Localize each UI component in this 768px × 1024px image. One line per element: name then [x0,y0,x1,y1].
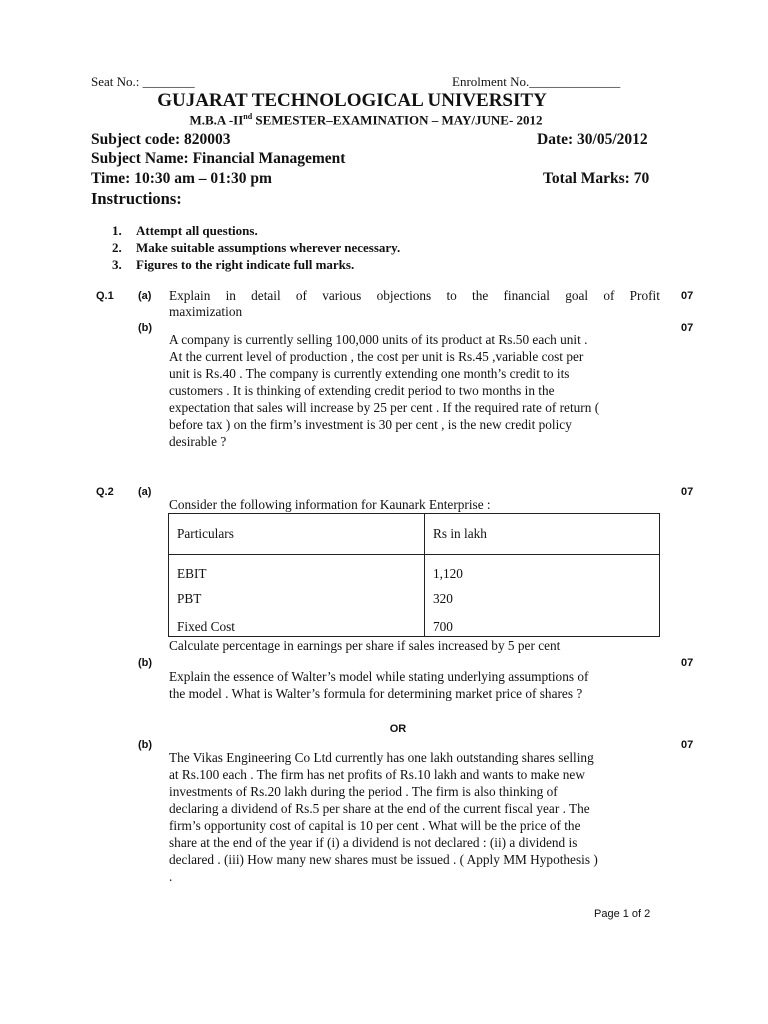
q2a-label: (a) [138,486,152,498]
table-cell: PBT [169,587,425,610]
instruction-text: Figures to the right indicate full marks. [136,257,355,272]
q1a-word: the [472,288,489,303]
table-cell: Fixed Cost [169,611,425,637]
q2b2-line: The Vikas Engineering Co Ltd currently has one lakh outstanding shares selling [169,750,594,765]
q2b-marks: 07 [681,657,694,669]
q1a-word: of [295,288,307,303]
q1a-word: detail [251,288,281,303]
instruction-number: 2. [112,240,122,255]
q1b-line: A company is currently selling 100,000 units of its product at Rs.50 each unit . [169,332,588,347]
q1b-line: expectation that sales will increase by 25 per cent . If the required rate of return ( [169,400,600,415]
q2b-line: Explain the essence of Walter’s model while stating underlying assumptions of [169,669,589,684]
q1a-word: of [603,288,615,303]
instruction-text: Attempt all questions. [136,223,258,238]
exam-title-pre: M.B.A -II [189,112,244,128]
q1a-word: goal [565,288,589,303]
q2b2-marks: 07 [681,739,694,751]
subject-code: Subject code: 820003 [91,131,231,148]
q2b2-label: (b) [138,739,153,751]
q2b2-text [169,749,669,885]
q2b2-line: declaring a dividend of Rs.5 per share at the end of the current fiscal year . The [169,801,590,816]
q1a-word: Explain [169,288,211,303]
exam-title-sup: nd [243,112,253,121]
q2b-line: the model . What is Walter’s formula for determining market price of shares ? [169,686,583,701]
q1a-marks: 07 [681,290,694,302]
table-header-cell: Rs in lakh [425,514,660,555]
q2b-label: (b) [138,657,153,669]
q2-label: Q.2 [96,486,114,498]
table-header-row [169,514,660,555]
table-cell: 1,120 [425,555,660,588]
q1a-text-line1 [169,287,660,304]
university-title: GUJARAT TECHNOLOGICAL UNIVERSITY [157,90,547,111]
exam-date: Date: 30/05/2012 [537,131,648,148]
q2a-question: Calculate percentage in earnings per share if sales increased by 5 per cent [169,638,561,653]
q1b-marks: 07 [681,322,694,334]
q2b2-line: firm’s opportunity cost of capital is 10 per cent . What will be the price of the [169,818,581,833]
q1-label: Q.1 [96,290,114,302]
q1b-line: customers . It is thinking of extending credit period to two months in the [169,383,555,398]
exam-time: Time: 10:30 am – 01:30 pm [91,170,272,187]
q1a-word: Profit [629,288,660,303]
table-header-cell: Particulars [169,514,425,555]
table-row [169,555,660,588]
table-cell: EBIT [169,555,425,588]
q2b2-line: share at the end of the year if (i) a dividend is not declared : (ii) a dividend is [169,835,578,850]
q2b2-line: . [169,869,173,884]
subject-name: Subject Name: Financial Management [91,150,346,167]
q1a-label: (a) [138,290,152,302]
q2a-intro: Consider the following information for Kaunark Enterprise : [169,497,491,512]
instruction-item [112,256,400,273]
seat-no: Seat No.: ________ [91,74,195,89]
q1b-label: (b) [138,322,153,334]
exam-title [0,112,750,128]
total-marks: Total Marks: 70 [543,170,650,187]
page-number: Page 1 of 2 [594,908,651,920]
instruction-number: 3. [112,257,122,272]
kaunark-table [168,513,660,637]
table-cell: 320 [425,587,660,610]
instruction-item [112,222,400,239]
q1b-line: At the current level of production , the cost per unit is Rs.45 ,variable cost per [169,349,584,364]
table-cell: 700 [425,611,660,637]
instruction-text: Make suitable assumptions wherever necessary. [136,240,401,255]
or-separator: OR [389,723,407,735]
q2b2-line: investments of Rs.20 lakh during the period . The firm is also thinking of [169,784,558,799]
q1a-word: in [225,288,236,303]
q2b-text [169,668,669,702]
q1b-text [169,331,669,450]
q1b-line: before tax ) on the firm’s investment is 30 per cent , is the new credit policy [169,417,572,432]
instruction-item [112,239,400,256]
instructions-list [112,222,400,273]
exam-title-post: SEMESTER–EXAMINATION – MAY/JUNE- 2012 [252,112,543,128]
instructions-title: Instructions: [91,189,182,208]
q1a-word: various [322,288,362,303]
table-row [169,587,660,610]
q1a-word: to [446,288,457,303]
q1a-word: objections [376,288,432,303]
q2b2-line: at Rs.100 each . The firm has net profits of Rs.10 lakh and wants to make new [169,767,585,782]
q2a-marks: 07 [681,486,694,498]
instruction-number: 1. [112,223,122,238]
q1b-line: unit is Rs.40 . The company is currently extending one month’s credit to its [169,366,570,381]
table-row [169,611,660,637]
q1a-word: financial [503,288,550,303]
q1b-line: desirable ? [169,434,227,449]
enrolment-no: Enrolment No.______________ [452,74,621,89]
q2b2-line: declared . (iii) How many new shares must be issued . ( Apply MM Hypothesis ) [169,852,598,867]
q1a-text-line2: maximization [169,304,243,319]
